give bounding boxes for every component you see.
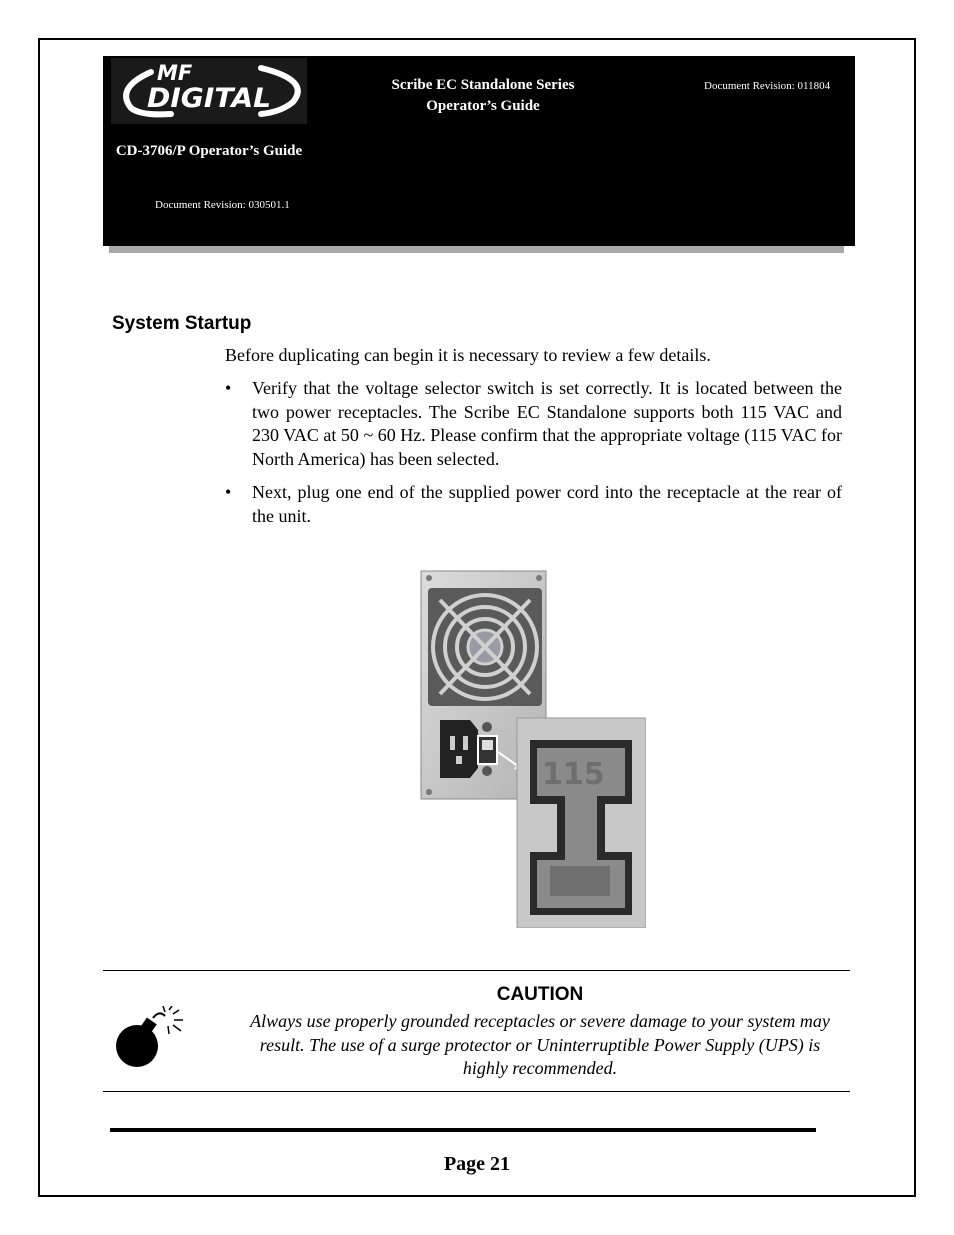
caution-text: Always use properly grounded receptacles or severe damage to your system may result. The use of a surge protector or Uninterruptible Power Supply (UPS) is highly recommended. (250, 1011, 830, 1078)
mf-digital-logo (111, 58, 307, 124)
list-item (225, 481, 842, 528)
bomb-icon (113, 1006, 193, 1072)
header-series-line1: Scribe EC Standalone Series (391, 77, 575, 93)
page-header (103, 56, 855, 246)
footer-rule (110, 1128, 816, 1132)
power-supply-image (420, 570, 646, 928)
logo-mf-text: MF (157, 61, 193, 85)
logo-digital-text: DIGITAL (147, 83, 271, 114)
header-shadow (109, 246, 844, 253)
voltage-switch-zoom (517, 718, 646, 928)
fan-grille (428, 588, 542, 706)
intro-text: Before duplicating can begin it is necessary to review a few details. (225, 345, 711, 365)
section-title: System Startup (112, 313, 252, 334)
bullet-icon: • (225, 378, 232, 398)
list-item (225, 377, 842, 471)
caution-title: CAUTION (496, 984, 584, 1005)
page-number: Page 21 (443, 1153, 511, 1175)
header-left-revision: Document Revision: 030501.1 (155, 199, 290, 211)
header-series-title (363, 75, 603, 117)
header-series-line2: Operator’s Guide (426, 98, 540, 114)
bullet-icon: • (225, 482, 232, 503)
caution-top-rule (103, 970, 850, 971)
instruction-list (225, 377, 842, 539)
list-item-text: Next, plug one end of the supplied power cord into the receptacle at the rear of the unit. (252, 482, 842, 526)
list-item-text: Verify that the voltage selector switch is set correctly. It is located between the two power receptacles. The Scribe EC Standalone supports both 115 VAC and 230 VAC at 50 ~ 60 Hz. Please confirm that the appropriate voltage (115 VAC for North America) has been selected. (252, 378, 842, 469)
switch-voltage-label: 115 (542, 757, 605, 792)
caution-bottom-rule (103, 1091, 850, 1092)
header-right-revision: Document Revision: 011804 (704, 80, 831, 92)
header-guide-title: CD-3706/P Operator’s Guide (115, 143, 303, 159)
power-receptacle (440, 720, 478, 778)
